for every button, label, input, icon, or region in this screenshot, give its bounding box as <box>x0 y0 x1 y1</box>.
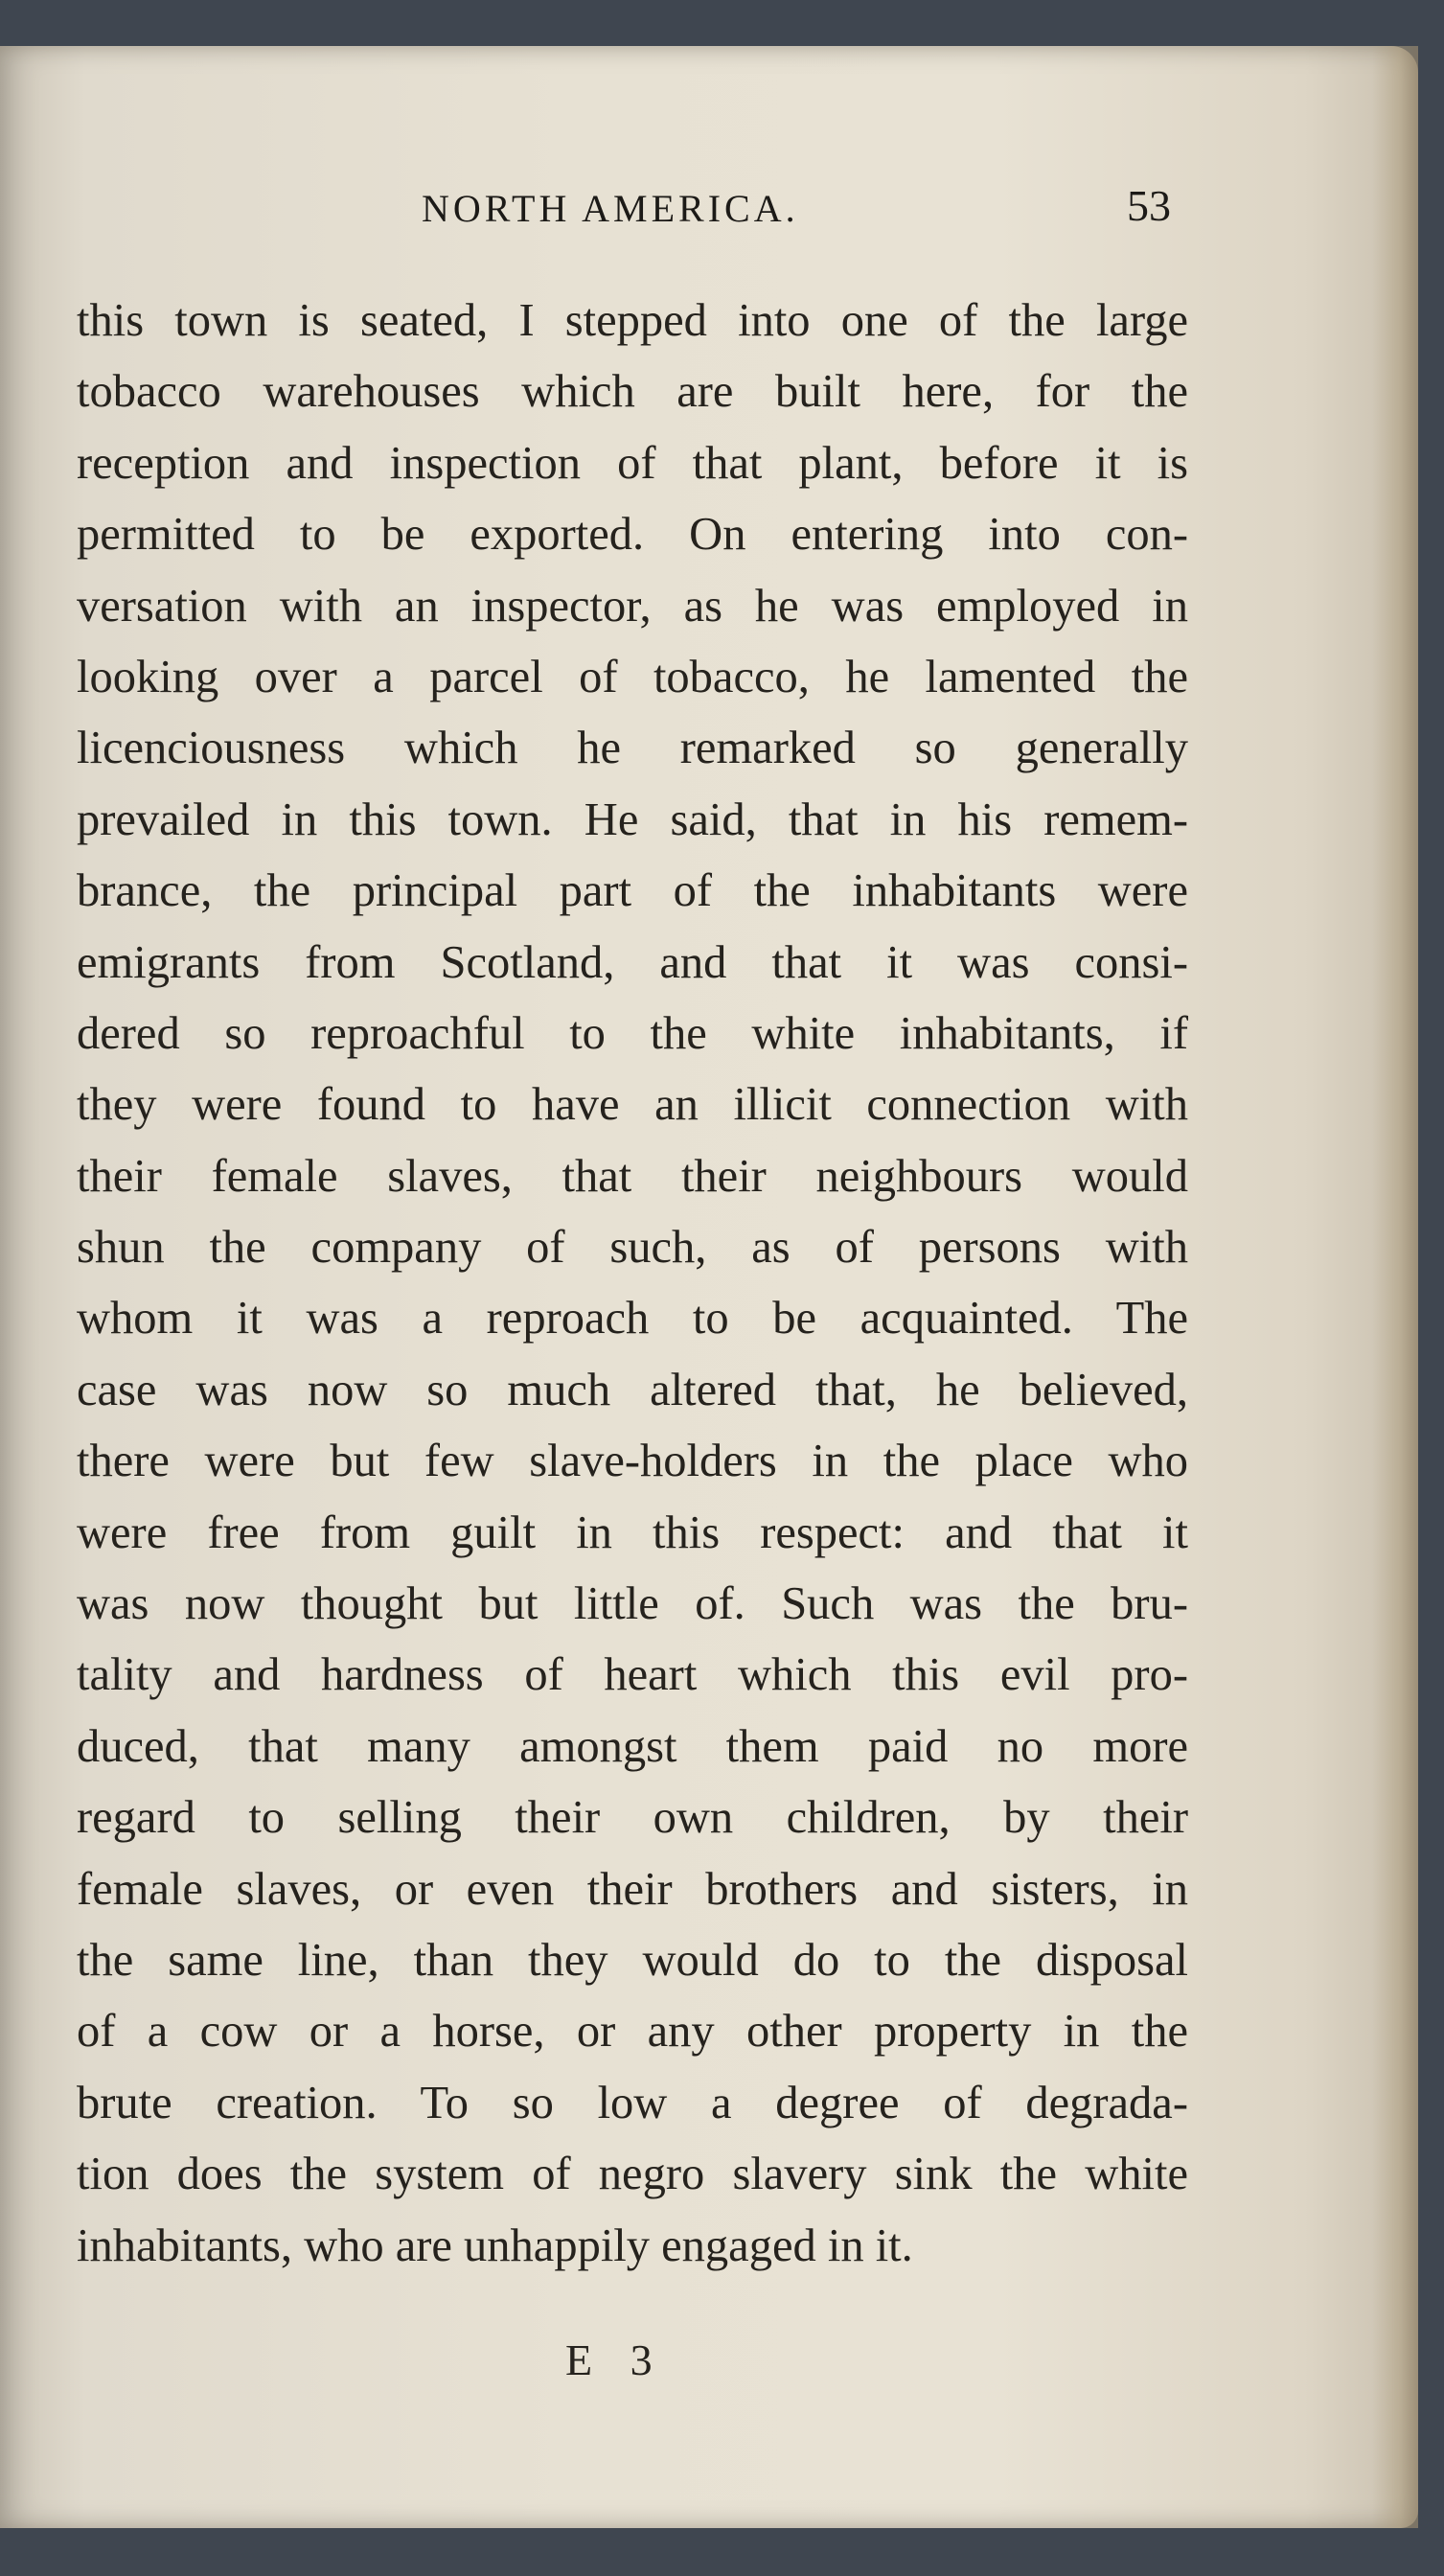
text-line: licenciousness which he remarked so generally <box>77 723 1188 774</box>
text-line: female slaves, or even their brothers and sisters, in <box>77 1863 1188 1915</box>
text-line: brute creation. To so low a degree of degrada- <box>77 2077 1188 2128</box>
text-line: tality and hardness of heart which this evil pro- <box>77 1649 1188 1701</box>
page-edge <box>1372 46 1418 2528</box>
text-line: this town is seated, I stepped into one of the large <box>77 295 1188 346</box>
text-line: reception and inspection of that plant, before it is <box>77 437 1188 489</box>
text-line: there were but few slave-holders in the place who <box>77 1436 1188 1487</box>
text-line: permitted to be exported. On entering into con- <box>77 509 1188 561</box>
text-line: tobacco warehouses which are built here, for the <box>77 366 1188 418</box>
text-line: dered so reproachful to the white inhabitants, if <box>77 1007 1188 1059</box>
text-line: tion does the system of negro slavery sink the white <box>77 2149 1188 2200</box>
text-line: their female slaves, that their neighbours would <box>77 1150 1188 1202</box>
signature-mark: E 3 <box>565 2335 666 2384</box>
text-line: inhabitants, who are unhappily engaged in it. <box>77 2220 913 2271</box>
text-line: they were found to have an illicit connection with <box>77 1079 1188 1131</box>
text-line: versation with an inspector, as he was employed in <box>77 580 1188 632</box>
text-line: the same line, than they would do to the disposal <box>77 1934 1188 1986</box>
text-line: brance, the principal part of the inhabitants were <box>77 865 1188 917</box>
page-number: 53 <box>1127 181 1171 230</box>
text-line: case was now so much altered that, he believed, <box>77 1364 1188 1415</box>
text-line: prevailed in this town. He said, that in his remem- <box>77 794 1188 845</box>
text-line: was now thought but little of. Such was the bru- <box>77 1578 1188 1630</box>
text-line: duced, that many amongst them paid no more <box>77 1720 1188 1772</box>
text-line: emigrants from Scotland, and that it was consi- <box>77 936 1188 988</box>
page-header <box>0 138 1418 230</box>
book-page <box>0 46 1418 2528</box>
body-text <box>77 286 1188 2282</box>
running-head: NORTH AMERICA. <box>422 187 799 230</box>
text-line: shun the company of such, as of persons with <box>77 1222 1188 1274</box>
text-line: were free from guilt in this respect: and that it <box>77 1506 1188 1558</box>
text-line: of a cow or a horse, or any other property in the <box>77 2006 1188 2058</box>
text-line: whom it was a reproach to be acquainted. The <box>77 1293 1188 1345</box>
text-line: looking over a parcel of tobacco, he lamented the <box>77 651 1188 702</box>
text-line: regard to selling their own children, by their <box>77 1792 1188 1844</box>
